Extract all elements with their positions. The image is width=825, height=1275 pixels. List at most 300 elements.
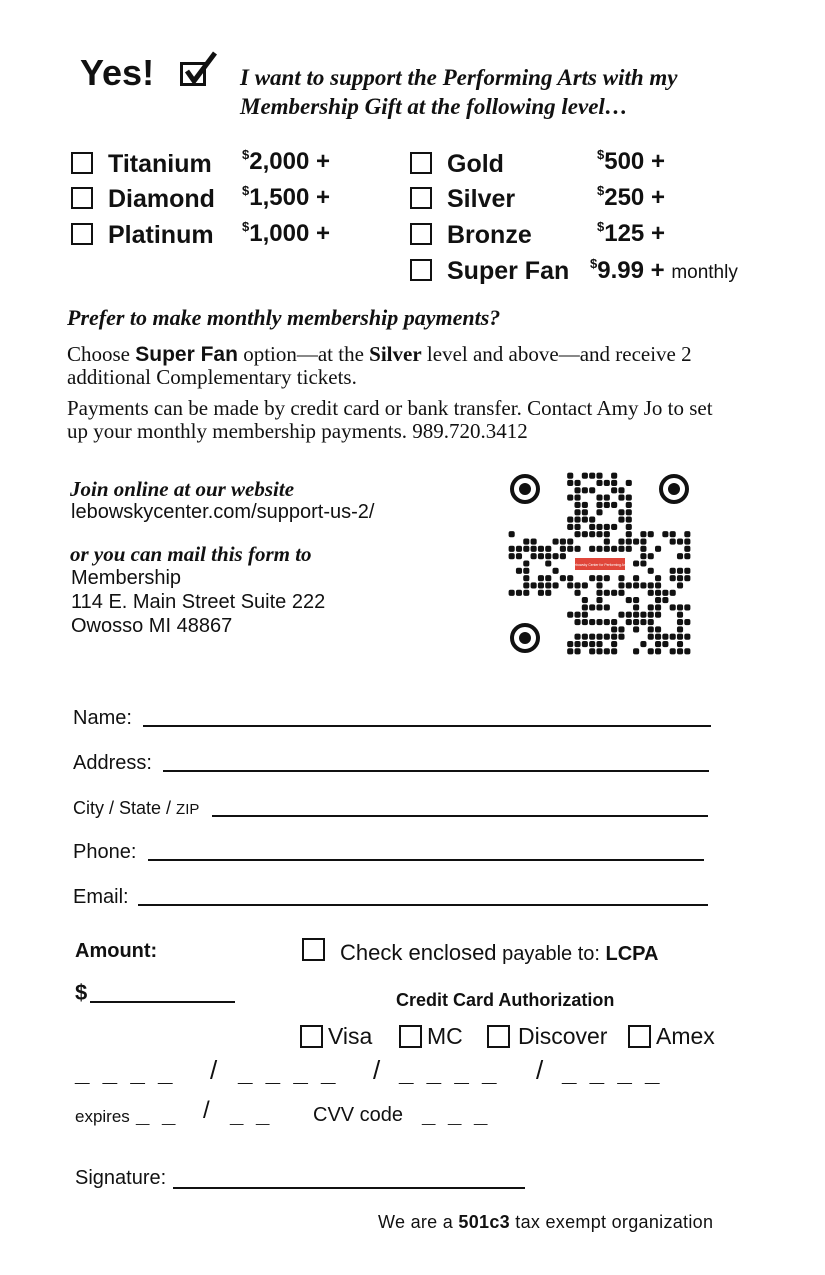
qr-module [626,619,632,625]
qr-module [677,553,683,559]
text-run: level and above—and receive 2 additional Complementary tickets. [67,342,692,389]
qr-module [589,546,595,552]
amount-value: 1,000 + [249,220,330,247]
qr-module [670,590,676,596]
qr-module [677,619,683,625]
qr-module [618,517,624,523]
qr-module [596,641,602,647]
qr-module [684,531,690,537]
qr-module [677,641,683,647]
level-name-gold: Gold [447,150,504,178]
qr-module [604,575,610,581]
qr-module [574,612,580,618]
city-state-text: City / State / [73,798,177,818]
qr-module [574,648,580,654]
qr-module [567,546,573,552]
mc-checkbox[interactable] [399,1025,422,1048]
amount-label: Amount: [75,940,158,962]
amount-value: 250 + [604,184,665,211]
qr-module [538,590,544,596]
qr-module [589,619,595,625]
amex-label: Amex [656,1023,715,1049]
qr-module [596,509,602,515]
qr-module [589,575,595,581]
tax-exempt-note [378,1212,713,1233]
qr-module [538,575,544,581]
qr-module [553,553,559,559]
level-amount-silver [597,183,665,212]
qr-module [618,546,624,552]
qr-module [604,648,610,654]
qr-module [596,480,602,486]
qr-module [633,560,639,566]
phone-label: Phone: [73,841,137,863]
qr-module [567,612,573,618]
monthly-suffix: monthly [671,262,738,283]
qr-module [589,531,595,537]
qr-module [582,597,588,603]
level-amount-gold [597,147,665,176]
qr-module [633,612,639,618]
card-slash: / [373,1055,384,1085]
level-name-diamond: Diamond [108,185,215,213]
address-line: 114 E. Main Street Suite 222 [71,591,326,613]
qr-module [684,648,690,654]
qr-module [574,590,580,596]
qr-module [655,626,661,632]
qr-module [596,590,602,596]
qr-module [618,575,624,581]
qr-module [531,546,537,552]
amount-value: 500 + [604,148,665,175]
check-enclosed-text [340,940,658,966]
qr-module [604,604,610,610]
level-amount-diamond [242,183,330,212]
qr-module [611,626,617,632]
card-number-group[interactable]: _ _ _ _ [75,1057,176,1087]
address-line: Owosso MI 48867 [71,615,233,637]
cvv-field[interactable]: _ _ _ [422,1101,491,1128]
qr-module [677,604,683,610]
qr-module [604,495,610,501]
qr-module [574,531,580,537]
qr-module [589,648,595,654]
qr-module [553,538,559,544]
phone-field[interactable] [148,859,704,861]
qr-module [618,612,624,618]
amount-value: 2,000 + [249,148,330,175]
qr-module [677,612,683,618]
qr-module [611,634,617,640]
qr-module [655,634,661,640]
qr-module [589,473,595,479]
qr-module [677,634,683,640]
city-state-zip-label [73,798,199,819]
qr-module [626,480,632,486]
visa-label: Visa [328,1023,373,1049]
qr-module [516,553,522,559]
qr-module [509,531,515,537]
qr-module [574,502,580,508]
qr-module [582,619,588,625]
qr-module [545,560,551,566]
qr-module [545,575,551,581]
qr-module [648,553,654,559]
name-field[interactable] [143,725,711,727]
qr-module [633,582,639,588]
qr-module [684,619,690,625]
text-run: Check enclosed [340,940,497,965]
qr-module [509,590,515,596]
qr-module [626,612,632,618]
text-run-bold: 501c3 [458,1212,510,1232]
qr-module [626,495,632,501]
qr-module [633,575,639,581]
qr-module [567,582,573,588]
qr-module [567,538,573,544]
currency-symbol: $ [597,183,605,198]
qr-module [677,538,683,544]
qr-module [633,648,639,654]
bronze-checkbox[interactable] [410,223,432,245]
payment-info-paragraph: Payments can be made by credit card or bank transfer. Contact Amy Jo to set up your monthly membership payments. 989.720.3412 [67,396,713,443]
city-state-zip-field[interactable] [212,815,708,817]
zip-text: ZIP [176,801,200,818]
qr-module [648,612,654,618]
intro-text [240,63,780,121]
qr-module [582,509,588,515]
currency-symbol: $ [597,147,605,162]
card-number-group[interactable]: _ _ _ _ [562,1057,663,1087]
qr-module [633,538,639,544]
mc-label: MC [427,1023,463,1049]
qr-module [604,619,610,625]
qr-module [604,538,610,544]
qr-module [589,487,595,493]
qr-module [553,582,559,588]
qr-module [684,604,690,610]
qr-module [684,568,690,574]
qr-module [574,546,580,552]
text-run: tax exempt organization [509,1212,714,1232]
qr-module [611,641,617,647]
qr-module [640,546,646,552]
qr-module [662,597,668,603]
email-label: Email: [73,886,129,908]
qr-module [662,590,668,596]
qr-module [574,509,580,515]
qr-module [523,575,529,581]
currency-symbol: $ [242,183,250,198]
join-online-heading: Join online at our website [70,477,295,501]
card-slash: / [536,1055,547,1085]
qr-module [596,546,602,552]
qr-module [648,619,654,625]
qr-module [589,604,595,610]
yes-heading: Yes! [80,52,155,93]
qr-module [567,575,573,581]
qr-module [560,538,566,544]
qr-module [655,648,661,654]
qr-module [618,509,624,515]
qr-module [618,634,624,640]
qr-module [589,641,595,647]
qr-module [662,641,668,647]
credit-card-heading: Credit Card Authorization [396,990,615,1010]
qr-module [596,495,602,501]
amount-value: 9.99 + [597,257,665,284]
qr-module [655,575,661,581]
qr-logo-text: Lebowsky Center for Performing Arts [572,563,628,567]
qr-module [611,648,617,654]
qr-module [574,619,580,625]
platinum-checkbox[interactable] [71,223,93,245]
signature-field[interactable] [173,1187,525,1189]
qr-module [596,597,602,603]
qr-module [582,502,588,508]
qr-module [574,582,580,588]
amex-checkbox[interactable] [628,1025,651,1048]
amount-field[interactable] [90,1001,235,1003]
qr-module [523,590,529,596]
qr-module [618,626,624,632]
qr-module [655,582,661,588]
qr-module [509,546,515,552]
qr-module [633,597,639,603]
card-number-group[interactable]: _ _ _ _ [238,1057,339,1087]
dollar-sign: $ [75,980,88,1005]
text-run: option—at the [237,342,370,366]
qr-module [611,546,617,552]
qr-module [523,568,529,574]
visa-checkbox[interactable] [300,1025,323,1048]
qr-module [582,634,588,640]
text-run: Choose [67,342,136,366]
qr-module [545,546,551,552]
qr-module [538,546,544,552]
qr-module [567,641,573,647]
qr-module [662,531,668,537]
qr-module [604,524,610,530]
qr-module [684,553,690,559]
intro-line: I want to support the Performing Arts with my [240,65,678,90]
qr-module [531,582,537,588]
text-run: payable to: [496,943,606,965]
qr-module [670,531,676,537]
checked-box-icon [180,62,206,86]
qr-module [640,560,646,566]
qr-module [567,480,573,486]
titanium-checkbox[interactable] [71,152,93,174]
qr-module [626,524,632,530]
qr-module [574,634,580,640]
qr-module [567,517,573,523]
qr-module [670,568,676,574]
qr-module [611,619,617,625]
qr-module [633,619,639,625]
text-run-bold: Super Fan [135,343,238,366]
discover-checkbox[interactable] [487,1025,510,1048]
qr-module [589,524,595,530]
qr-module [582,517,588,523]
card-slash: / [210,1055,221,1085]
expiry-year[interactable]: _ _ [230,1101,273,1128]
qr-module [640,641,646,647]
qr-module [596,634,602,640]
qr-code[interactable] [508,472,691,655]
card-number-group[interactable]: _ _ _ _ [399,1057,500,1087]
qr-module [611,590,617,596]
qr-module [596,604,602,610]
currency-symbol: $ [242,147,250,162]
qr-module [670,538,676,544]
signature-label: Signature: [75,1167,167,1189]
qr-module [516,546,522,552]
qr-module [560,575,566,581]
qr-module [596,648,602,654]
qr-module [567,473,573,479]
text-run: We are a [378,1212,459,1232]
qr-module [523,560,529,566]
qr-module [684,546,690,552]
qr-module [648,582,654,588]
qr-module [626,546,632,552]
qr-module [626,531,632,537]
qr-module [589,634,595,640]
qr-module [596,524,602,530]
level-name-platinum: Platinum [108,221,214,249]
text-run-bold: LCPA [605,943,659,965]
qr-module [589,517,595,523]
qr-module [640,582,646,588]
qr-module [648,648,654,654]
expiry-slash: / [203,1097,213,1124]
qr-module [618,590,624,596]
level-amount-platinum [242,219,330,248]
level-amount-titanium [242,147,330,176]
qr-module [655,612,661,618]
qr-module [626,517,632,523]
expires-label: expires [75,1107,130,1126]
name-label: Name: [73,707,132,729]
qr-module [626,582,632,588]
super-fan-paragraph [67,343,727,389]
qr-module [582,531,588,537]
qr-module [545,553,551,559]
mail-form-heading: or you can mail this form to [70,542,312,566]
qr-module [604,634,610,640]
level-name-super-fan: Super Fan [447,257,570,285]
qr-module [582,612,588,618]
qr-module [574,517,580,523]
qr-module [596,531,602,537]
qr-module [516,568,522,574]
amount-value: 125 + [604,220,665,247]
qr-module [655,546,661,552]
qr-module [611,487,617,493]
qr-module [633,604,639,610]
level-name-silver: Silver [447,185,516,213]
qr-module [670,604,676,610]
discover-label: Discover [518,1023,608,1049]
currency-symbol: $ [597,219,605,234]
level-amount-bronze [597,219,665,248]
qr-module [648,626,654,632]
qr-module [662,634,668,640]
qr-module [582,473,588,479]
qr-module [574,524,580,530]
qr-module [596,582,602,588]
qr-module [640,612,646,618]
qr-module [626,597,632,603]
qr-module [596,502,602,508]
qr-module [640,619,646,625]
currency-symbol: $ [242,219,250,234]
qr-module [596,473,602,479]
qr-module [648,531,654,537]
qr-module [553,568,559,574]
qr-module [516,590,522,596]
email-field[interactable] [138,904,708,906]
qr-module [618,495,624,501]
qr-module [640,553,646,559]
qr-module [618,582,624,588]
qr-module [604,480,610,486]
qr-module [523,546,529,552]
qr-module [545,582,551,588]
address-field[interactable] [163,770,709,772]
qr-module [611,480,617,486]
qr-module [648,634,654,640]
qr-module [582,582,588,588]
qr-module [604,502,610,508]
qr-module [684,575,690,581]
website-link[interactable]: lebowskycenter.com/support-us-2/ [71,501,375,523]
diamond-checkbox[interactable] [71,187,93,209]
qr-module [574,495,580,501]
qr-module [626,502,632,508]
qr-module [531,538,537,544]
level-name-bronze: Bronze [447,221,532,249]
monthly-question: Prefer to make monthly membership payments? [67,305,501,330]
cvv-label: CVV code [313,1104,404,1126]
qr-module [655,604,661,610]
address-label: Address: [73,752,152,774]
super-fan-checkbox[interactable] [410,259,432,281]
qr-module [596,619,602,625]
text-run-bold: Silver [369,342,422,366]
expiry-month[interactable]: _ _ [136,1101,179,1128]
qr-module [582,604,588,610]
qr-module [677,582,683,588]
check-enclosed-checkbox[interactable] [302,938,325,961]
silver-checkbox[interactable] [410,187,432,209]
qr-module [611,524,617,530]
qr-module [648,590,654,596]
qr-module [574,487,580,493]
qr-module [670,575,676,581]
currency-symbol: $ [590,256,598,271]
qr-module [677,626,683,632]
qr-module [538,582,544,588]
qr-module [604,531,610,537]
qr-module [574,641,580,647]
qr-module [618,487,624,493]
qr-module [648,568,654,574]
qr-module [633,626,639,632]
gold-checkbox[interactable] [410,152,432,174]
qr-module [618,538,624,544]
